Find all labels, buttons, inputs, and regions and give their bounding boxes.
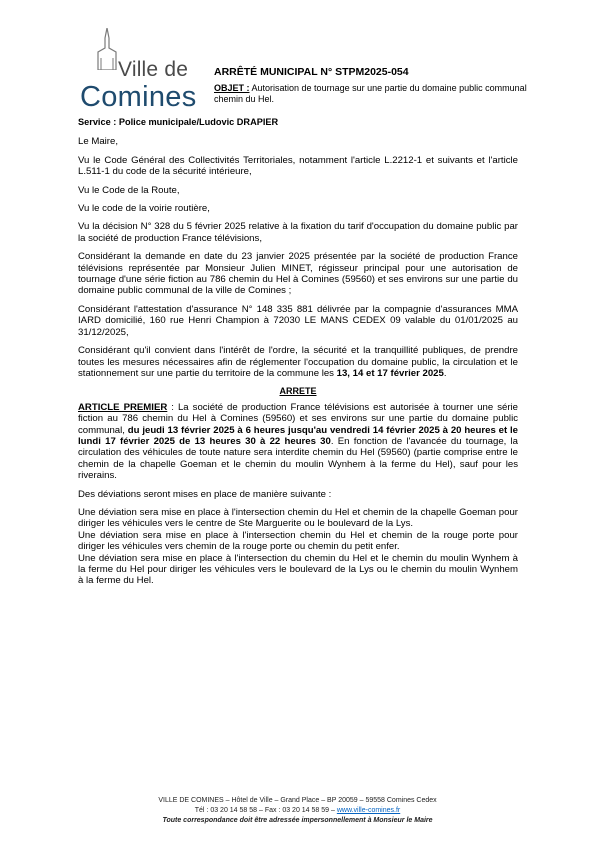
- article-premier-text-end: . En fonction de l'avancée du tournage, la circulation des véhicules de toute nature sera interdite chemin du Hel (59560) (partie comprise entre le chemin de la chapelle Goeman et le chemin du moulin Wynhem à la ferme du Hel), sauf pour les riverains.: [78, 435, 519, 482]
- maire-paragraph: Le Maire,: [78, 136, 118, 148]
- considerant-ordre-paragraph: [78, 345, 518, 379]
- arrete-heading: ARRETE: [279, 386, 317, 397]
- considerant-demande-paragraph: Considérant la demande en date du 23 janvier 2025 présentée par la société de production France télévisions représentée par Monsieur Julien MINET, régisseur principal pour une autorisation de tournage d'une série fiction au 786 chemin du Hel à Comines (59560) et ses environs sur une partie du domaine public communal de la ville de Comines ;: [78, 251, 518, 297]
- service-line: Service : Police municipale/Ludovic DRAPIER: [78, 117, 279, 127]
- footer-website-link[interactable]: www.ville-comines.fr: [336, 807, 401, 814]
- document-body: [78, 117, 518, 594]
- footer-address: VILLE DE COMINES – Hôtel de Ville – Grand Place – BP 20059 – 59558 Comines Cedex: [158, 797, 437, 804]
- article-premier-title: ARTICLE PREMIER: [78, 401, 168, 413]
- considerant-ordre-text: Considérant qu'il convient dans l'intérêt de l'ordre, la sécurité et la tranquillité publiques, de prendre toutes les mesures nécessaires afin de réglementer l'occupation du domaine public, la circulation et le stationnement sur une partie du territoire de la commune les: [78, 345, 518, 379]
- deviation-item: Une déviation sera mise en place à l'intersection du chemin du Hel et le chemin du moulin Wynhem à la ferme du Hel pour diriger les véhicules vers le boulevard de la Lys ou le chemin du moulin Wynhem à la ferme du Hel.: [78, 552, 518, 587]
- vu-voirie-paragraph: Vu le code de la voirie routière,: [78, 203, 210, 215]
- vu-route-paragraph: Vu le Code de la Route,: [78, 184, 180, 196]
- article-premier-paragraph: [78, 402, 518, 482]
- article-premier-text: : La société de production France télévisions est autorisée à tourner une série fiction au 786 chemin du Hel à Comines (59560) et ses environs sur une partie du domaine public communal,: [78, 401, 519, 436]
- page-footer: [0, 796, 595, 826]
- objet-text: Autorisation de tournage sur une partie du domaine public communal chemin du Hel.: [214, 83, 527, 104]
- footer-note: Toute correspondance doit être adressée impersonnellement à Monsieur le Maire: [162, 817, 433, 824]
- vu-cgct-paragraph: Vu le Code Général des Collectivités Territoriales, notamment l'article L.2212-1 et suivants et l'article L.511-1 du code de la sécurité intérieure,: [78, 154, 518, 178]
- footer-phone-fax: Tél : 03 20 14 58 58 – Fax : 03 20 14 58 59 –: [194, 807, 337, 814]
- logo-comines-text: Comines: [80, 81, 197, 113]
- deviation-item: Une déviation sera mise en place à l'intersection chemin du Hel et chemin de la rouge porte pour diriger les véhicules vers chemin de la rouge porte ou chemin du petit enfer.: [78, 529, 518, 553]
- considerant-ordre-end: .: [443, 367, 447, 379]
- objet-line: [214, 83, 534, 105]
- document-header: [214, 66, 534, 105]
- logo-ville-text: Ville de: [118, 58, 189, 81]
- objet-label: OBJET :: [214, 83, 250, 93]
- footer-contact: [0, 806, 595, 816]
- document-title: ARRÊTÉ MUNICIPAL N° STPM2025-054: [214, 66, 409, 78]
- deviation-item: Une déviation sera mise en place à l'intersection chemin du Hel et chemin de la chapelle Goeman pour diriger les véhicules vers le centre de Ste Marguerite ou le boulevard de la Lys.: [78, 506, 518, 530]
- vu-decision-paragraph: Vu la décision N° 328 du 5 février 2025 relative à la fixation du tarif d'occupation du domaine public par la société de production France télévisions,: [78, 221, 518, 244]
- considerant-assurance-paragraph: Considérant l'attestation d'assurance N° 148 335 881 délivrée par la compagnie d'assurances MMA IARD domicilié, 160 rue Henri Champion à 72030 LE MANS CEDEX 09 valable du 01/01/2025 au 31/12/2025,: [78, 303, 518, 338]
- article-premier-dates: du jeudi 13 février 2025 à 6 heures jusqu'au vendredi 14 février 2025 à 20 heures et le lundi 17 février 2025 de 13 heures 30 à 22 heures 30: [78, 424, 518, 447]
- deviations-intro: Des déviations seront mises en place de manière suivante :: [78, 488, 332, 500]
- considerant-ordre-dates: 13, 14 et 17 février 2025: [336, 367, 444, 379]
- city-logo: [80, 28, 200, 112]
